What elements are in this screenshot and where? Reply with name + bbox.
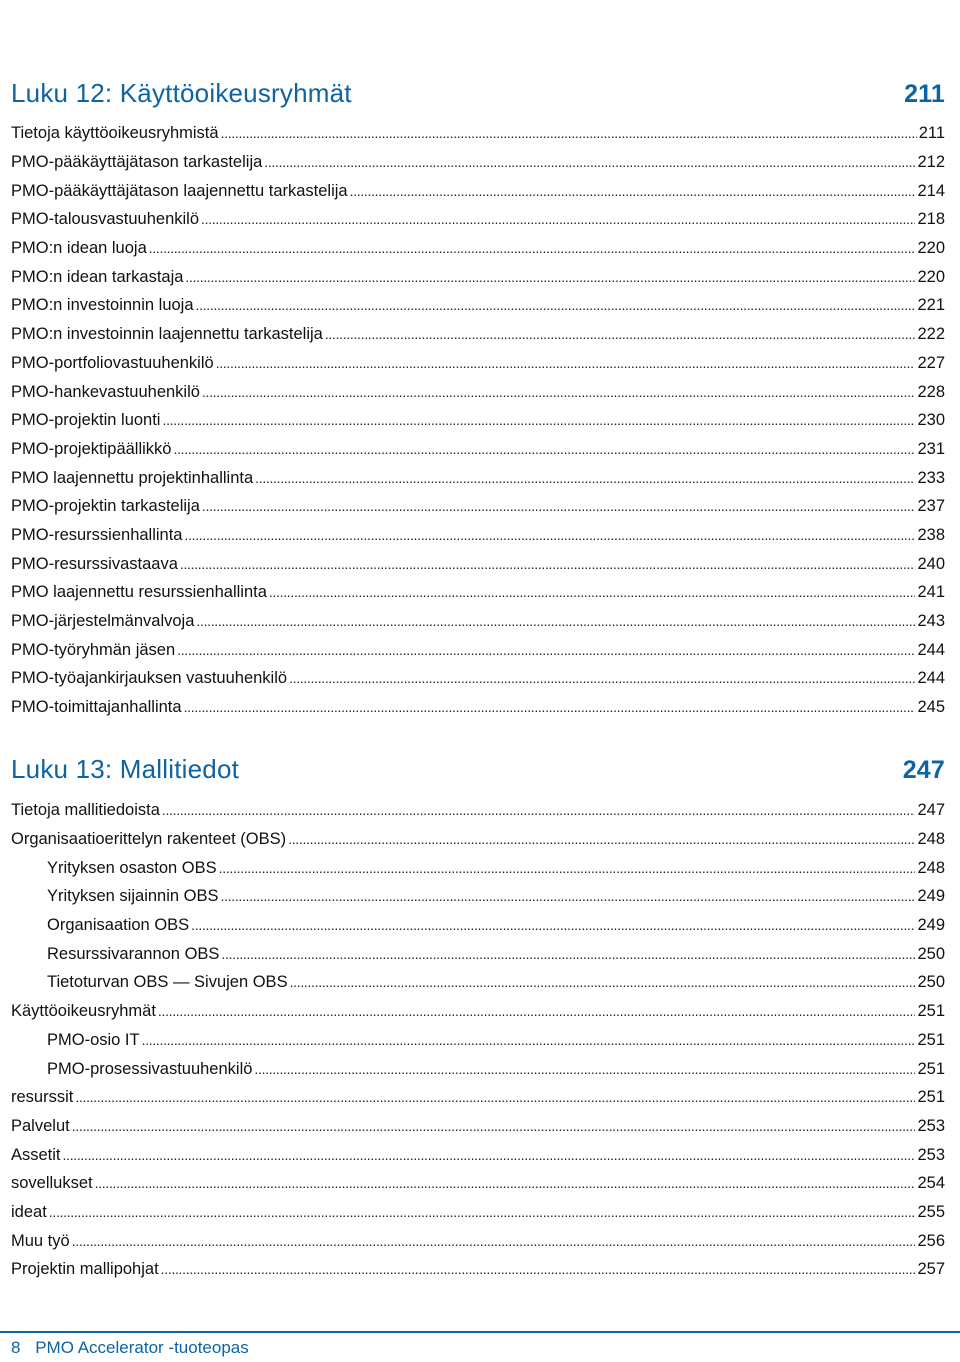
toc-entry-label: PMO-pääkäyttäjätason tarkastelija: [11, 153, 263, 172]
toc-entry-page: 222: [917, 325, 945, 344]
toc-entry[interactable]: [11, 1026, 945, 1055]
toc-entry[interactable]: [11, 939, 945, 968]
toc-entry-label: Organisaation OBS: [47, 916, 190, 935]
toc-entry[interactable]: [11, 1226, 945, 1255]
dot-leader: [216, 353, 916, 373]
toc-entry-label: PMO-prosessivastuuhenkilö: [47, 1059, 253, 1078]
toc-entry-label: PMO laajennettu resurssienhallinta: [11, 583, 267, 602]
dot-leader: [202, 496, 916, 516]
chapter-title: Luku 12: Käyttöoikeusryhmät: [11, 78, 352, 108]
toc-entry-label: sovellukset: [11, 1174, 93, 1193]
dot-leader: [269, 582, 916, 602]
toc-entry-page: 248: [917, 830, 945, 849]
toc-entry[interactable]: [11, 406, 945, 435]
toc-entry-label: PMO-projektin luonti: [11, 411, 161, 430]
dot-leader: [196, 295, 916, 315]
toc-entry[interactable]: [11, 176, 945, 205]
dot-leader: [221, 123, 917, 143]
toc-entry[interactable]: [11, 968, 945, 997]
toc-entry-page: 251: [917, 1088, 945, 1107]
toc-entry-page: 238: [917, 525, 945, 544]
toc-entry-label: Muu työ: [11, 1231, 70, 1250]
toc-entry-page: 253: [917, 1116, 945, 1135]
toc-entry-page: 253: [917, 1145, 945, 1164]
toc-entry[interactable]: [11, 882, 945, 911]
toc-entry-label: PMO-osio IT: [47, 1030, 140, 1049]
dot-leader: [95, 1173, 916, 1193]
toc-entry-label: Tietoja käyttöoikeusryhmistä: [11, 124, 219, 143]
toc-entry[interactable]: [11, 377, 945, 406]
toc-entry[interactable]: [11, 997, 945, 1026]
toc-entry-page: 240: [917, 554, 945, 573]
toc-entry-label: ideat: [11, 1202, 47, 1221]
toc-entry-label: PMO-pääkäyttäjätason laajennettu tarkastelija: [11, 181, 348, 200]
toc-entry[interactable]: [11, 148, 945, 177]
toc-entry[interactable]: [11, 607, 945, 636]
toc-entry-page: 231: [917, 439, 945, 458]
toc-entry-page: 241: [917, 583, 945, 602]
dot-leader: [255, 468, 915, 488]
toc-entry-label: PMO:n idean luoja: [11, 239, 147, 258]
toc-entry-label: PMO-projektipäällikkö: [11, 439, 172, 458]
toc-entry-label: Yrityksen sijainnin OBS: [47, 887, 219, 906]
toc-entry[interactable]: [11, 349, 945, 378]
toc-entry-label: Käyttöoikeusryhmät: [11, 1002, 156, 1021]
toc-entry-page: 212: [917, 153, 945, 172]
dot-leader: [288, 829, 915, 849]
toc-entry-page: 218: [917, 210, 945, 229]
toc-entry[interactable]: [11, 1054, 945, 1083]
toc-entry-label: PMO laajennettu projektinhallinta: [11, 468, 254, 487]
dot-leader: [264, 152, 915, 172]
toc-entry-page: 228: [917, 382, 945, 401]
toc-entry[interactable]: [11, 320, 945, 349]
toc-entry-page: 220: [917, 239, 945, 258]
dot-leader: [254, 1059, 915, 1079]
toc-entry-page: 237: [917, 497, 945, 516]
toc-entry-page: 211: [918, 124, 945, 143]
toc-entry[interactable]: [11, 693, 945, 722]
footer-book-title: PMO Accelerator -tuoteopas: [35, 1338, 249, 1357]
toc-entry-page: 256: [917, 1231, 945, 1250]
dot-leader: [325, 324, 916, 344]
dot-leader: [221, 944, 915, 964]
toc-entries: [11, 119, 945, 721]
toc-entry-page: 250: [917, 973, 945, 992]
toc-entry[interactable]: [11, 1140, 945, 1169]
toc-entry[interactable]: [11, 205, 945, 234]
toc-entry[interactable]: [11, 796, 945, 825]
dot-leader: [184, 697, 916, 717]
dot-leader: [221, 886, 916, 906]
toc-entry[interactable]: [11, 549, 945, 578]
dot-leader: [185, 267, 915, 287]
toc-entry-label: resurssit: [11, 1088, 74, 1107]
toc-entry-page: 251: [917, 1030, 945, 1049]
chapter-heading[interactable]: [11, 754, 945, 785]
toc-entry[interactable]: [11, 853, 945, 882]
toc-entry-label: Resurssivarannon OBS: [47, 944, 220, 963]
toc-entry-label: Organisaatioerittelyn rakenteet (OBS): [11, 830, 287, 849]
toc-entry-page: 244: [917, 669, 945, 688]
toc-entry[interactable]: [11, 911, 945, 940]
dot-leader: [202, 382, 916, 402]
toc-entry-page: 245: [917, 698, 945, 717]
dot-leader: [289, 668, 915, 688]
dot-leader: [196, 611, 915, 631]
dot-leader: [350, 181, 916, 201]
toc-entry-page: 214: [917, 181, 945, 200]
toc-entry-label: Tietoja mallitiedoista: [11, 801, 160, 820]
toc-entry-label: PMO-hankevastuuhenkilö: [11, 382, 200, 401]
dot-leader: [201, 209, 915, 229]
toc-entry-page: 250: [917, 944, 945, 963]
dot-leader: [161, 1259, 916, 1279]
toc-entry-label: Yrityksen osaston OBS: [47, 858, 217, 877]
footer-rule: [0, 1331, 960, 1333]
toc-entries: [11, 796, 945, 1284]
toc-entry-label: PMO-talousvastuuhenkilö: [11, 210, 200, 229]
toc-entry-label: PMO:n investoinnin laajennettu tarkastelija: [11, 325, 323, 344]
toc-entry[interactable]: [11, 1112, 945, 1141]
toc-entry[interactable]: [11, 1083, 945, 1112]
dot-leader: [162, 800, 916, 820]
dot-leader: [72, 1116, 916, 1136]
dot-leader: [162, 410, 915, 430]
toc-entry-page: 247: [917, 801, 945, 820]
toc-entry-page: 254: [917, 1174, 945, 1193]
chapter-page-number: 247: [902, 756, 945, 784]
toc-entry-label: Palvelut: [11, 1116, 70, 1135]
toc-entry[interactable]: [11, 521, 945, 550]
page-footer: [11, 1338, 249, 1358]
toc-entry[interactable]: [11, 492, 945, 521]
toc-entry-page: 251: [917, 1059, 945, 1078]
toc-entry[interactable]: [11, 119, 945, 148]
dot-leader: [49, 1202, 916, 1222]
toc-entry[interactable]: [11, 234, 945, 263]
toc-entry-page: 230: [917, 411, 945, 430]
toc-entry-label: PMO-resurssivastaava: [11, 554, 178, 573]
footer-page-number: 8: [11, 1338, 21, 1357]
toc-entry[interactable]: [11, 262, 945, 291]
toc-entry[interactable]: [11, 291, 945, 320]
toc-entry[interactable]: [11, 1198, 945, 1227]
dot-leader: [75, 1087, 915, 1107]
toc-entry-page: 227: [917, 353, 945, 372]
toc-entry-label: Projektin mallipohjat: [11, 1260, 159, 1279]
toc-entry-page: 243: [917, 612, 945, 631]
chapter-title: Luku 13: Mallitiedot: [11, 754, 240, 784]
toc-entry[interactable]: [11, 435, 945, 464]
dot-leader: [184, 525, 915, 545]
chapter-heading[interactable]: [11, 78, 945, 109]
toc-entry-label: PMO-toimittajanhallinta: [11, 698, 182, 717]
dot-leader: [63, 1145, 916, 1165]
toc-entry[interactable]: [11, 664, 945, 693]
toc-entry-label: PMO:n idean tarkastaja: [11, 267, 184, 286]
toc-entry[interactable]: [11, 825, 945, 854]
toc-entry[interactable]: [11, 1255, 945, 1284]
toc-entry-page: 233: [917, 468, 945, 487]
dot-leader: [290, 972, 916, 992]
toc-entry-label: PMO-työajankirjauksen vastuuhenkilö: [11, 669, 288, 688]
toc-entry-page: 244: [917, 640, 945, 659]
toc-entry-page: 249: [917, 916, 945, 935]
toc-entry-label: PMO-järjestelmänvalvoja: [11, 612, 195, 631]
toc-entry-label: PMO-työryhmän jäsen: [11, 640, 176, 659]
dot-leader: [219, 858, 916, 878]
toc-entry-label: Tietoturvan OBS — Sivujen OBS: [47, 973, 288, 992]
dot-leader: [149, 238, 916, 258]
toc-entry-label: PMO:n investoinnin luoja: [11, 296, 194, 315]
toc-entry[interactable]: [11, 463, 945, 492]
dot-leader: [177, 640, 915, 660]
dot-leader: [191, 915, 915, 935]
dot-leader: [72, 1231, 916, 1251]
toc-entry[interactable]: [11, 635, 945, 664]
dot-leader: [173, 439, 915, 459]
toc-entry-page: 257: [917, 1260, 945, 1279]
dot-leader: [142, 1030, 916, 1050]
toc-entry-label: Assetit: [11, 1145, 61, 1164]
toc-entry-label: PMO-portfoliovastuuhenkilö: [11, 353, 214, 372]
toc-entry-label: PMO-resurssienhallinta: [11, 525, 183, 544]
toc-entry-page: 220: [917, 267, 945, 286]
toc-entry-label: PMO-projektin tarkastelija: [11, 497, 200, 516]
dot-leader: [180, 554, 916, 574]
toc-entry-page: 248: [917, 858, 945, 877]
toc-entry-page: 221: [917, 296, 945, 315]
toc-entry-page: 251: [917, 1002, 945, 1021]
dot-leader: [158, 1001, 916, 1021]
chapter-page-number: 211: [904, 80, 945, 108]
toc-entry[interactable]: [11, 1169, 945, 1198]
toc-entry[interactable]: [11, 578, 945, 607]
toc-entry-page: 255: [917, 1202, 945, 1221]
toc-entry-page: 249: [917, 887, 945, 906]
